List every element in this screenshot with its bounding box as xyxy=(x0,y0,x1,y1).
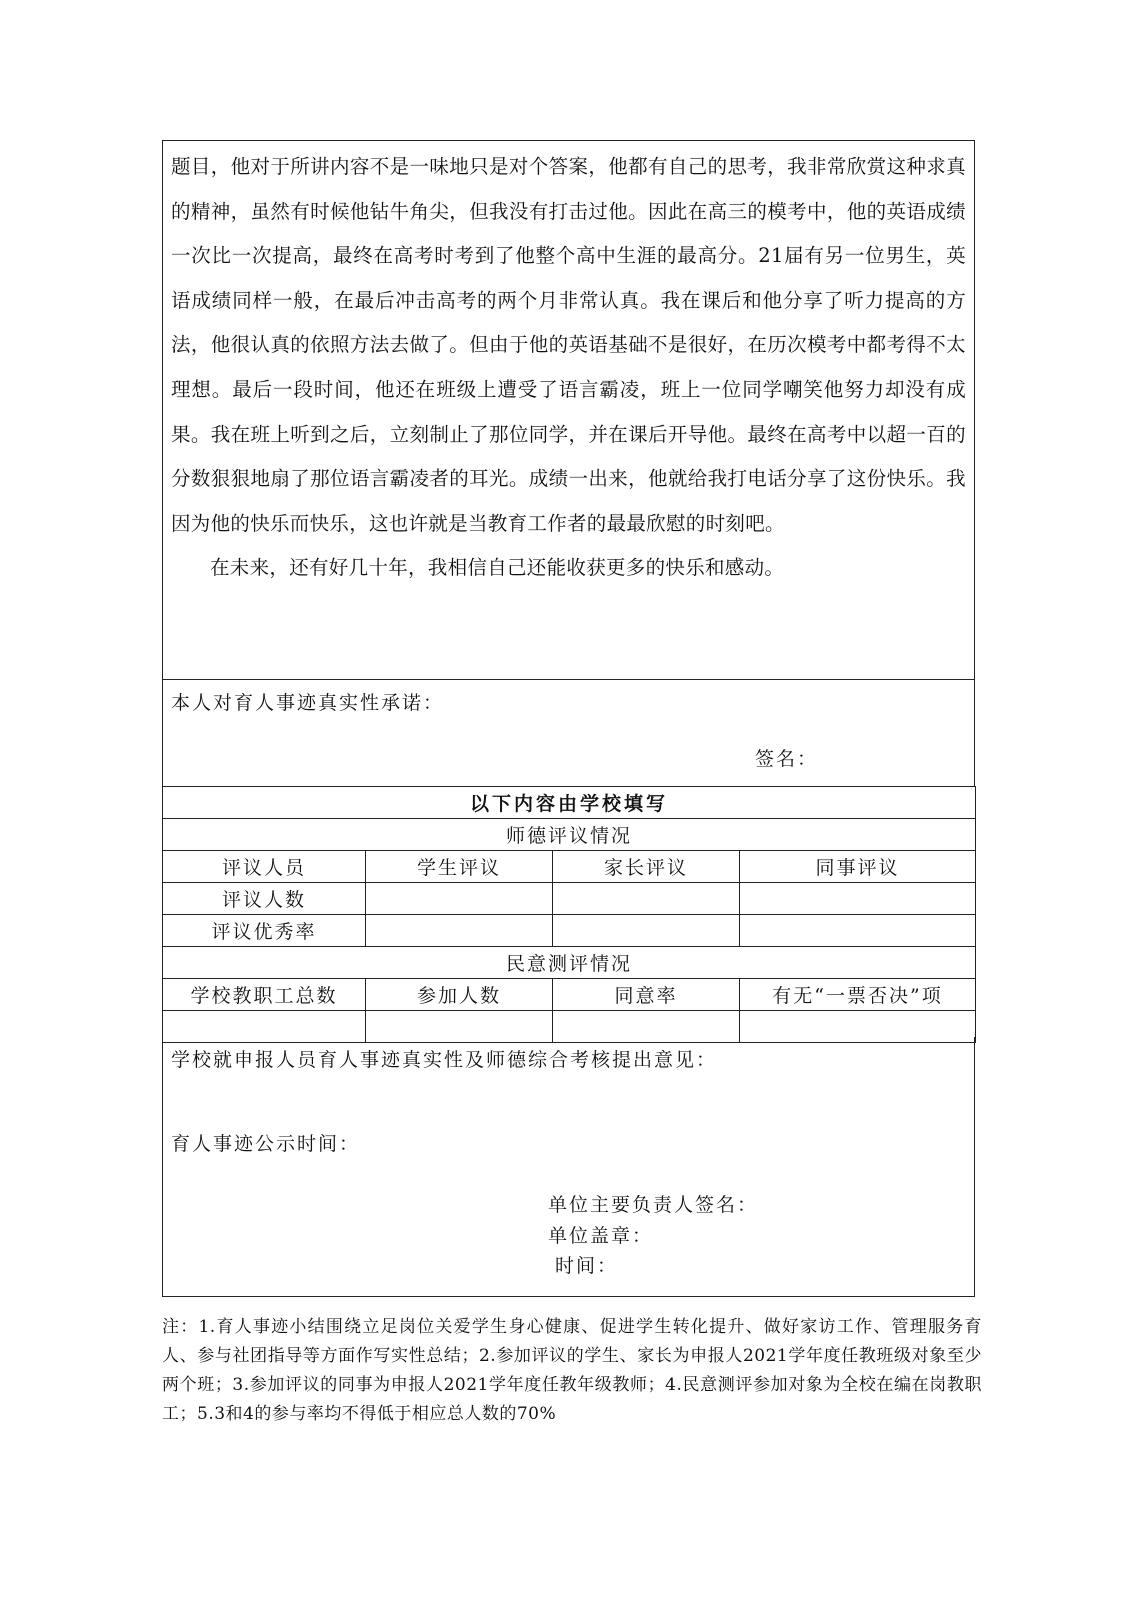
empty-cell xyxy=(740,915,976,947)
empty-cell xyxy=(553,883,740,915)
narrative-box xyxy=(162,140,975,680)
narrative-paragraph-2: 在未来，还有好几十年，我相信自己还能收获更多的快乐和感动。 xyxy=(210,556,785,580)
row-label: 评议优秀率 xyxy=(163,915,366,947)
table-header-cell: 学校教职工总数 xyxy=(163,979,366,1011)
narrative-paragraph-1: 题目，他对于所讲内容不是一味地只是对个答案，他都有自己的思考，我非常欣赏这种求真的精神，虽然有时候他钻牛角尖，但我没有打击过他。因此在高三的模考中，他的英语成绩一次比一次提高，最终在高考时考到了他整个高中生涯的最高分。21届有另一位男生，英语成绩同样一般，在最后冲击高考的两个月非常认真。我在课后和他分享了听力提高的方法，他很认真的依照方法去做了。但由于他的英语基础不是很好，在历次模考中都考得不太理想。最后一段时间，他还在班级上遭受了语言霸凌，班上一位同学嘲笑他努力却没有成果。我在班上听到之后，立刻制止了那位同学，并在课后开导他。最终在高考中以超一百的分数狠狠地扇了那位语言霸凌者的耳光。成绩一出来，他就给我打电话分享了这份快乐。我因为他的快乐而快乐，这也许就是当教育工作者的最最欣慰的时刻吧。 xyxy=(171,155,966,535)
table-row xyxy=(163,915,976,947)
opinion-label: 学校就申报人员育人事迹真实性及师德综合考核提出意见： xyxy=(171,1049,718,1071)
survey-title: 民意测评情况 xyxy=(163,947,976,979)
school-form-table xyxy=(162,786,976,1043)
ethics-title: 师德评议情况 xyxy=(163,819,976,851)
ethics-header-row xyxy=(163,851,976,883)
table-header-cell: 学生评议 xyxy=(366,851,553,883)
pledge-label: 本人对育人事迹真实性承诺： xyxy=(171,692,445,714)
signature-label: 签名： xyxy=(755,748,819,770)
table-header-cell: 有无“一票否决”项 xyxy=(740,979,976,1011)
opinion-box xyxy=(162,1037,975,1297)
pledge-box xyxy=(162,679,975,787)
empty-cell xyxy=(366,915,553,947)
table-row xyxy=(163,883,976,915)
row-label: 评议人数 xyxy=(163,883,366,915)
table-header-cell: 同意率 xyxy=(553,979,740,1011)
empty-cell xyxy=(740,883,976,915)
survey-header-row xyxy=(163,979,976,1011)
publicity-time-label: 育人事迹公示时间： xyxy=(171,1133,361,1155)
empty-cell xyxy=(553,915,740,947)
leader-signature-label: 单位主要负责人签名： xyxy=(548,1194,759,1216)
date-label: 时间： xyxy=(555,1255,619,1277)
table-header-cell: 参加人数 xyxy=(366,979,553,1011)
table-header-cell: 同事评议 xyxy=(740,851,976,883)
empty-cell xyxy=(366,883,553,915)
table-header-cell: 家长评议 xyxy=(553,851,740,883)
school-section-title: 以下内容由学校填写 xyxy=(163,787,976,819)
footnote: 注：1.育人事迹小结围绕立足岗位关爱学生身心健康、促进学生转化提升、做好家访工作、管理服务育人、参与社团指导等方面作写实性总结；2.参加评议的学生、家长为申报人2021学年度任教班级对象至少两个班；3.参加评议的同事为申报人2021学年度任教年级教师；4.民意测评参加对象为全校在编在岗教职工；5.3和4的参与率均不得低于相应总人数的70% xyxy=(162,1317,982,1424)
table-header-cell: 评议人员 xyxy=(163,851,366,883)
unit-seal-label: 单位盖章： xyxy=(548,1225,654,1247)
